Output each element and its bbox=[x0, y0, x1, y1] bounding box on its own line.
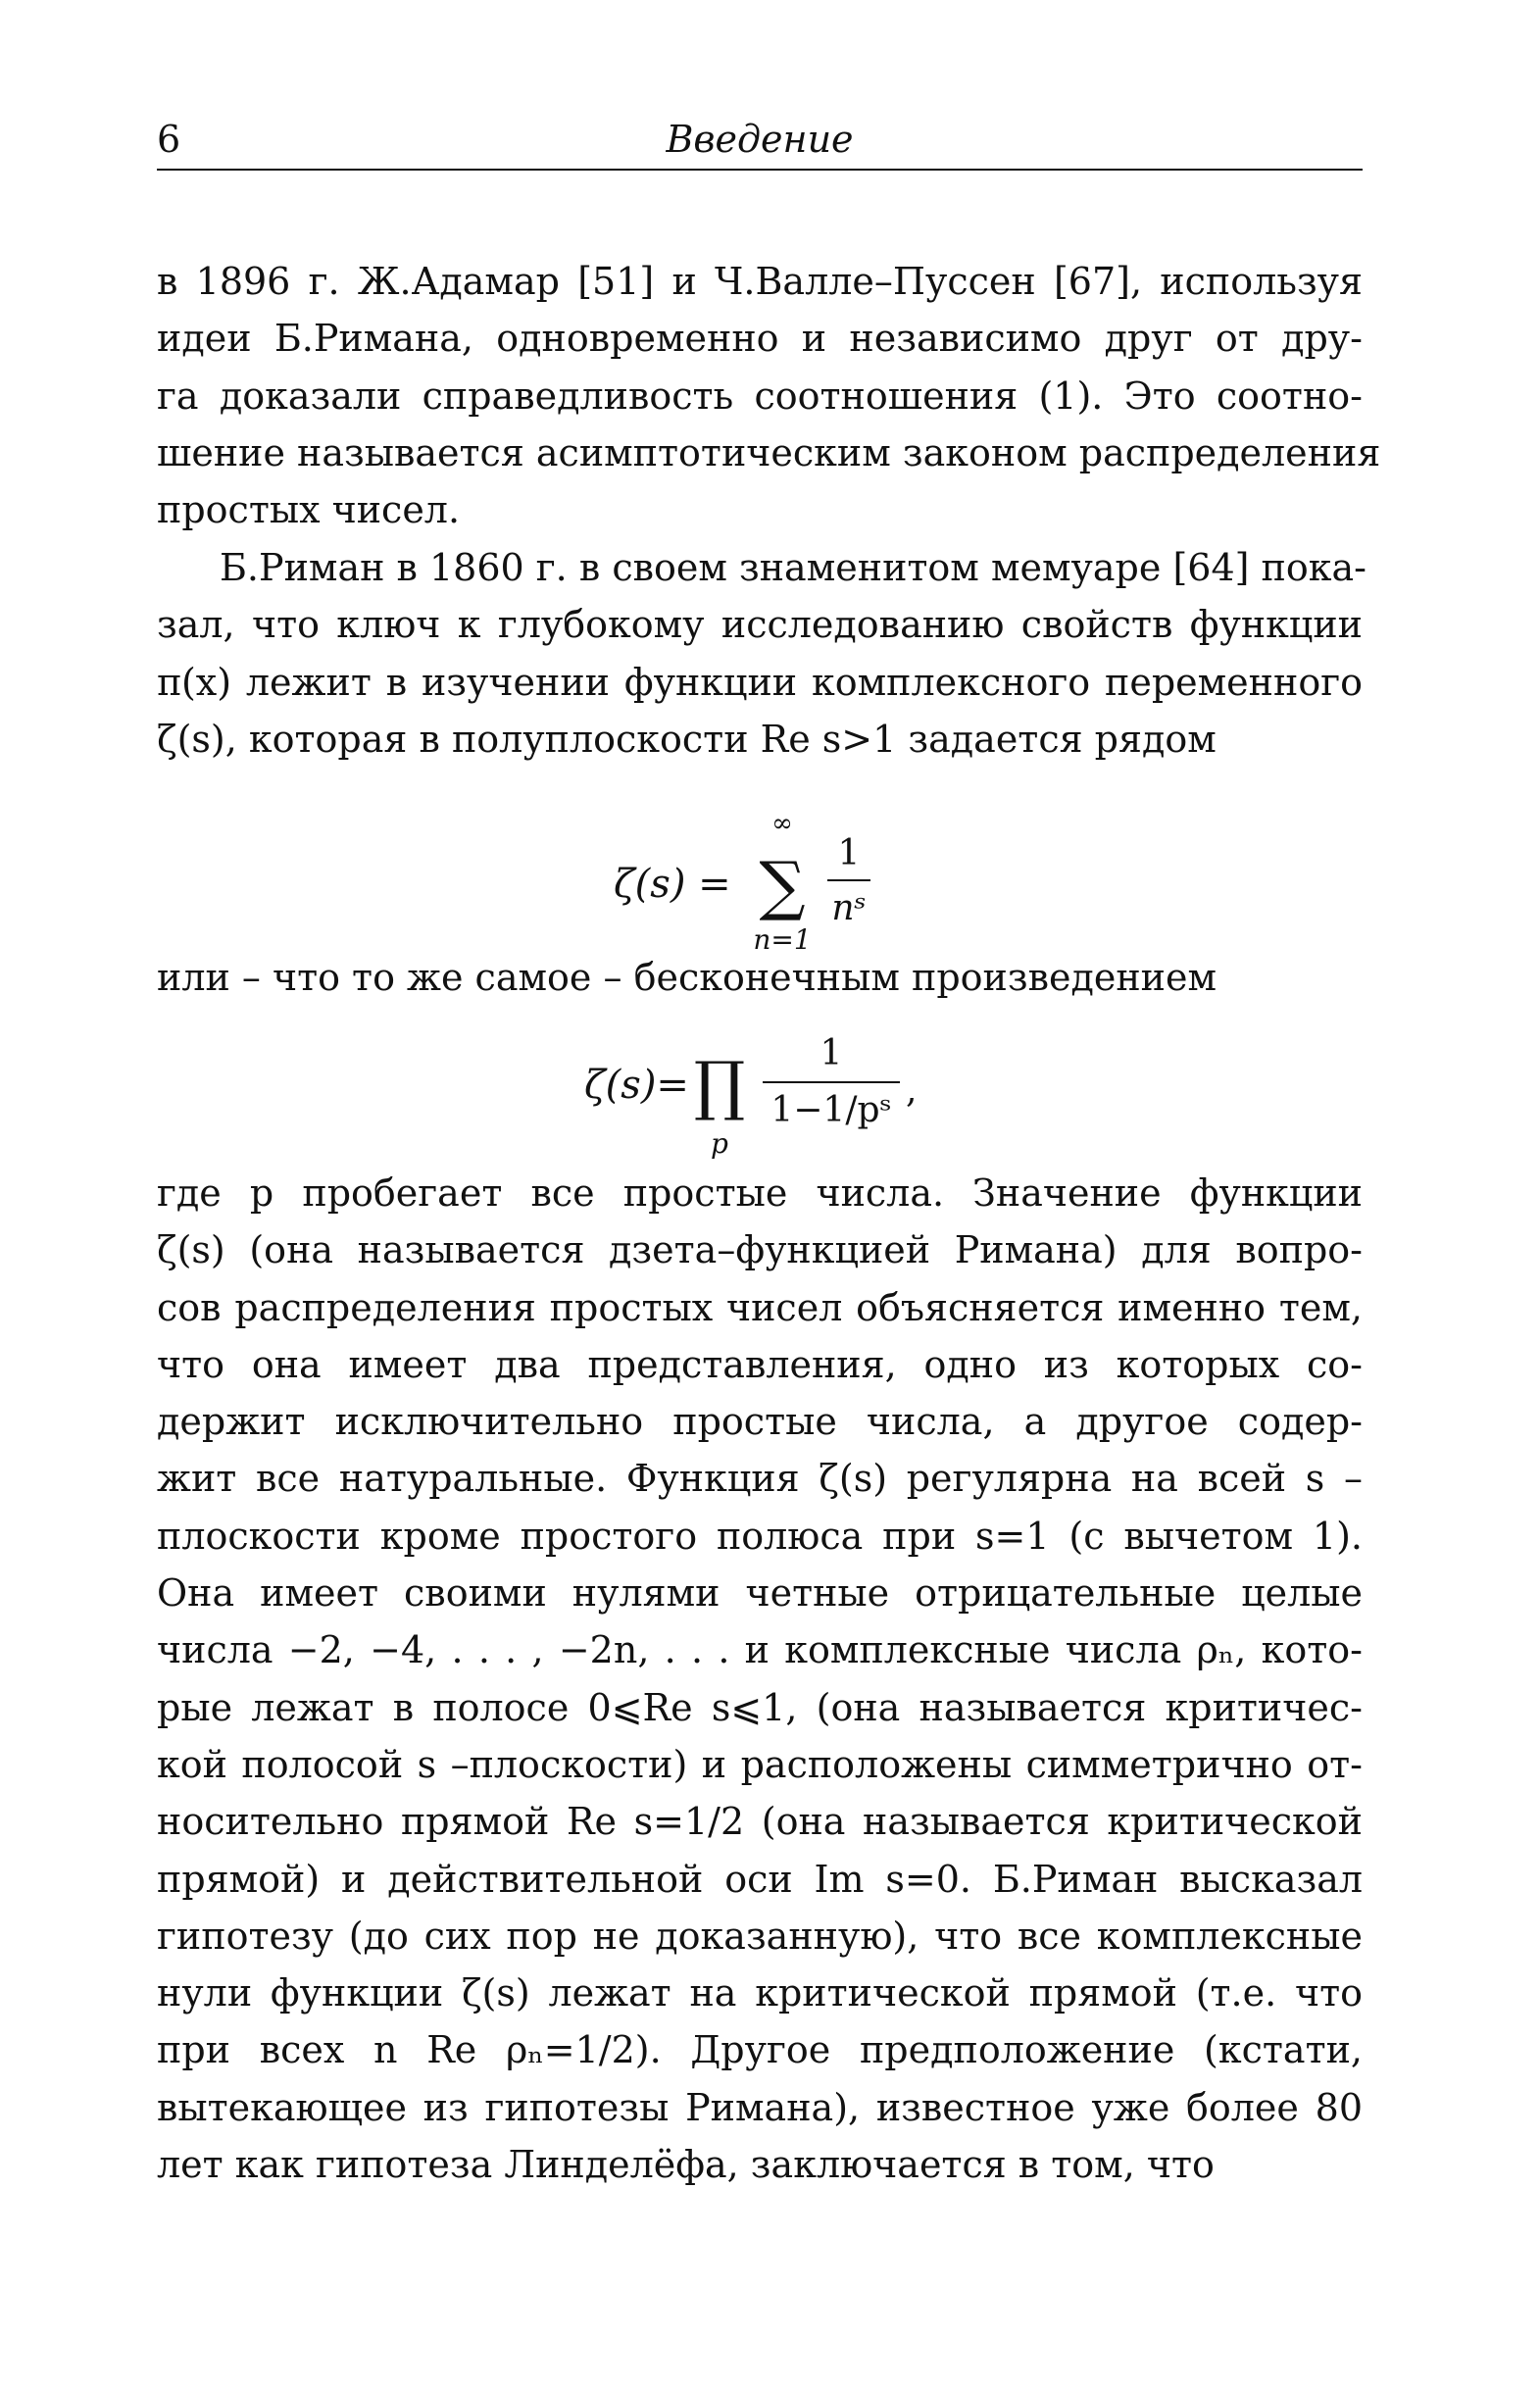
text-line: нули функции ζ(s) лежат на критической прямой (т.е. что bbox=[157, 1971, 1363, 2015]
text-line: π(x) лежит в изучении функции комплексного переменного bbox=[157, 660, 1363, 704]
series-numerator: 1 bbox=[837, 833, 860, 873]
text-line: плоскости кроме простого полюса при s=1 (с вычетом 1). bbox=[157, 1514, 1363, 1558]
text-line: ζ(s) (она называется дзета–функцией Римана) для вопро- bbox=[157, 1228, 1363, 1272]
formula-zeta-series bbox=[0, 804, 1540, 956]
series-upper-limit: ∞ bbox=[770, 809, 793, 838]
text-line: или – что то же самое – бесконечным произведением bbox=[157, 956, 1217, 999]
text-line: Она имеет своими нулями четные отрицательные целые bbox=[157, 1571, 1363, 1616]
text-line: сов распределения простых чисел объясняется именно тем, bbox=[157, 1285, 1363, 1329]
text-line: держит исключительно простые числа, а другое содер- bbox=[157, 1400, 1363, 1444]
sum-symbol: ∑ bbox=[758, 848, 806, 923]
series-lower-limit: n=1 bbox=[752, 923, 812, 956]
text-line: кой полосой s –плоскости) и расположены симметрично от- bbox=[157, 1742, 1363, 1786]
text-between-formulas bbox=[157, 949, 1363, 1006]
text-line: шение называется асимптотическим законом распределения bbox=[157, 430, 1381, 474]
text-line: гипотезу (до сих пор не доказанную), что все комплексные bbox=[157, 1914, 1363, 1958]
product-index: p bbox=[710, 1127, 728, 1160]
text-line: зал, что ключ к глубокому исследованию свойств функции bbox=[157, 603, 1363, 647]
text-line: рые лежат в полосе 0⩽Re s⩽1, (она называется критичес- bbox=[157, 1685, 1363, 1729]
text-line: Б.Риман в 1860 г. в своем знаменитом мемуаре [64] пока- bbox=[220, 546, 1366, 589]
text-line: что она имеет два представления, одно из которых со- bbox=[157, 1342, 1363, 1386]
text-line: га доказали справедливость соотношения (1). Это соотно- bbox=[157, 373, 1363, 418]
paragraph-3 bbox=[157, 1165, 1363, 2193]
text-line: лет как гипотеза Линделёфа, заключается в том, что bbox=[157, 2143, 1215, 2187]
text-line: числа −2, −4, . . . , −2n, . . . и комплексные числа ρₙ, кото- bbox=[157, 1628, 1363, 1672]
running-title: Введение bbox=[666, 118, 854, 161]
text-line: при всех n Re ρₙ=1/2). Другое предположение (кстати, bbox=[157, 2028, 1363, 2072]
paragraph-2 bbox=[157, 539, 1366, 768]
product-trailing-comma: , bbox=[905, 1070, 917, 1111]
series-lhs: ζ(s) = bbox=[613, 862, 731, 907]
running-header bbox=[157, 110, 1363, 171]
text-line: прямой) и действительной оси Im s=0. Б.Риман высказал bbox=[157, 1857, 1363, 1901]
paragraph-1 bbox=[157, 253, 1381, 538]
product-formula-svg bbox=[545, 1020, 996, 1167]
formula-euler-product bbox=[0, 1020, 1540, 1160]
text-line: в 1896 г. Ж.Адамар [51] и Ч.Валле–Пуссен [67], используя bbox=[157, 260, 1363, 303]
product-lhs: ζ(s)= bbox=[583, 1063, 689, 1108]
product-numerator: 1 bbox=[820, 1033, 842, 1073]
series-denominator: nˢ bbox=[830, 888, 867, 928]
text-line: ζ(s), которая в полуплоскости Re s>1 задается рядом bbox=[157, 717, 1217, 761]
text-line: носительно прямой Re s=1/2 (она называется критической bbox=[157, 1800, 1363, 1844]
product-denominator: 1−1/pˢ bbox=[770, 1090, 892, 1130]
text-line: вытекающее из гипотезы Римана), известное уже более 80 bbox=[157, 2085, 1363, 2129]
product-symbol: ∏ bbox=[693, 1048, 745, 1123]
page-number: 6 bbox=[157, 118, 181, 161]
text-line: простых чисел. bbox=[157, 488, 461, 532]
series-formula-svg bbox=[555, 804, 986, 961]
text-line: жит все натуральные. Функция ζ(s) регулярна на всей s – bbox=[157, 1457, 1363, 1501]
text-line: идеи Б.Римана, одновременно и независимо друг от дру- bbox=[157, 317, 1363, 361]
text-line: где p пробегает все простые числа. Значение функции bbox=[157, 1171, 1363, 1215]
